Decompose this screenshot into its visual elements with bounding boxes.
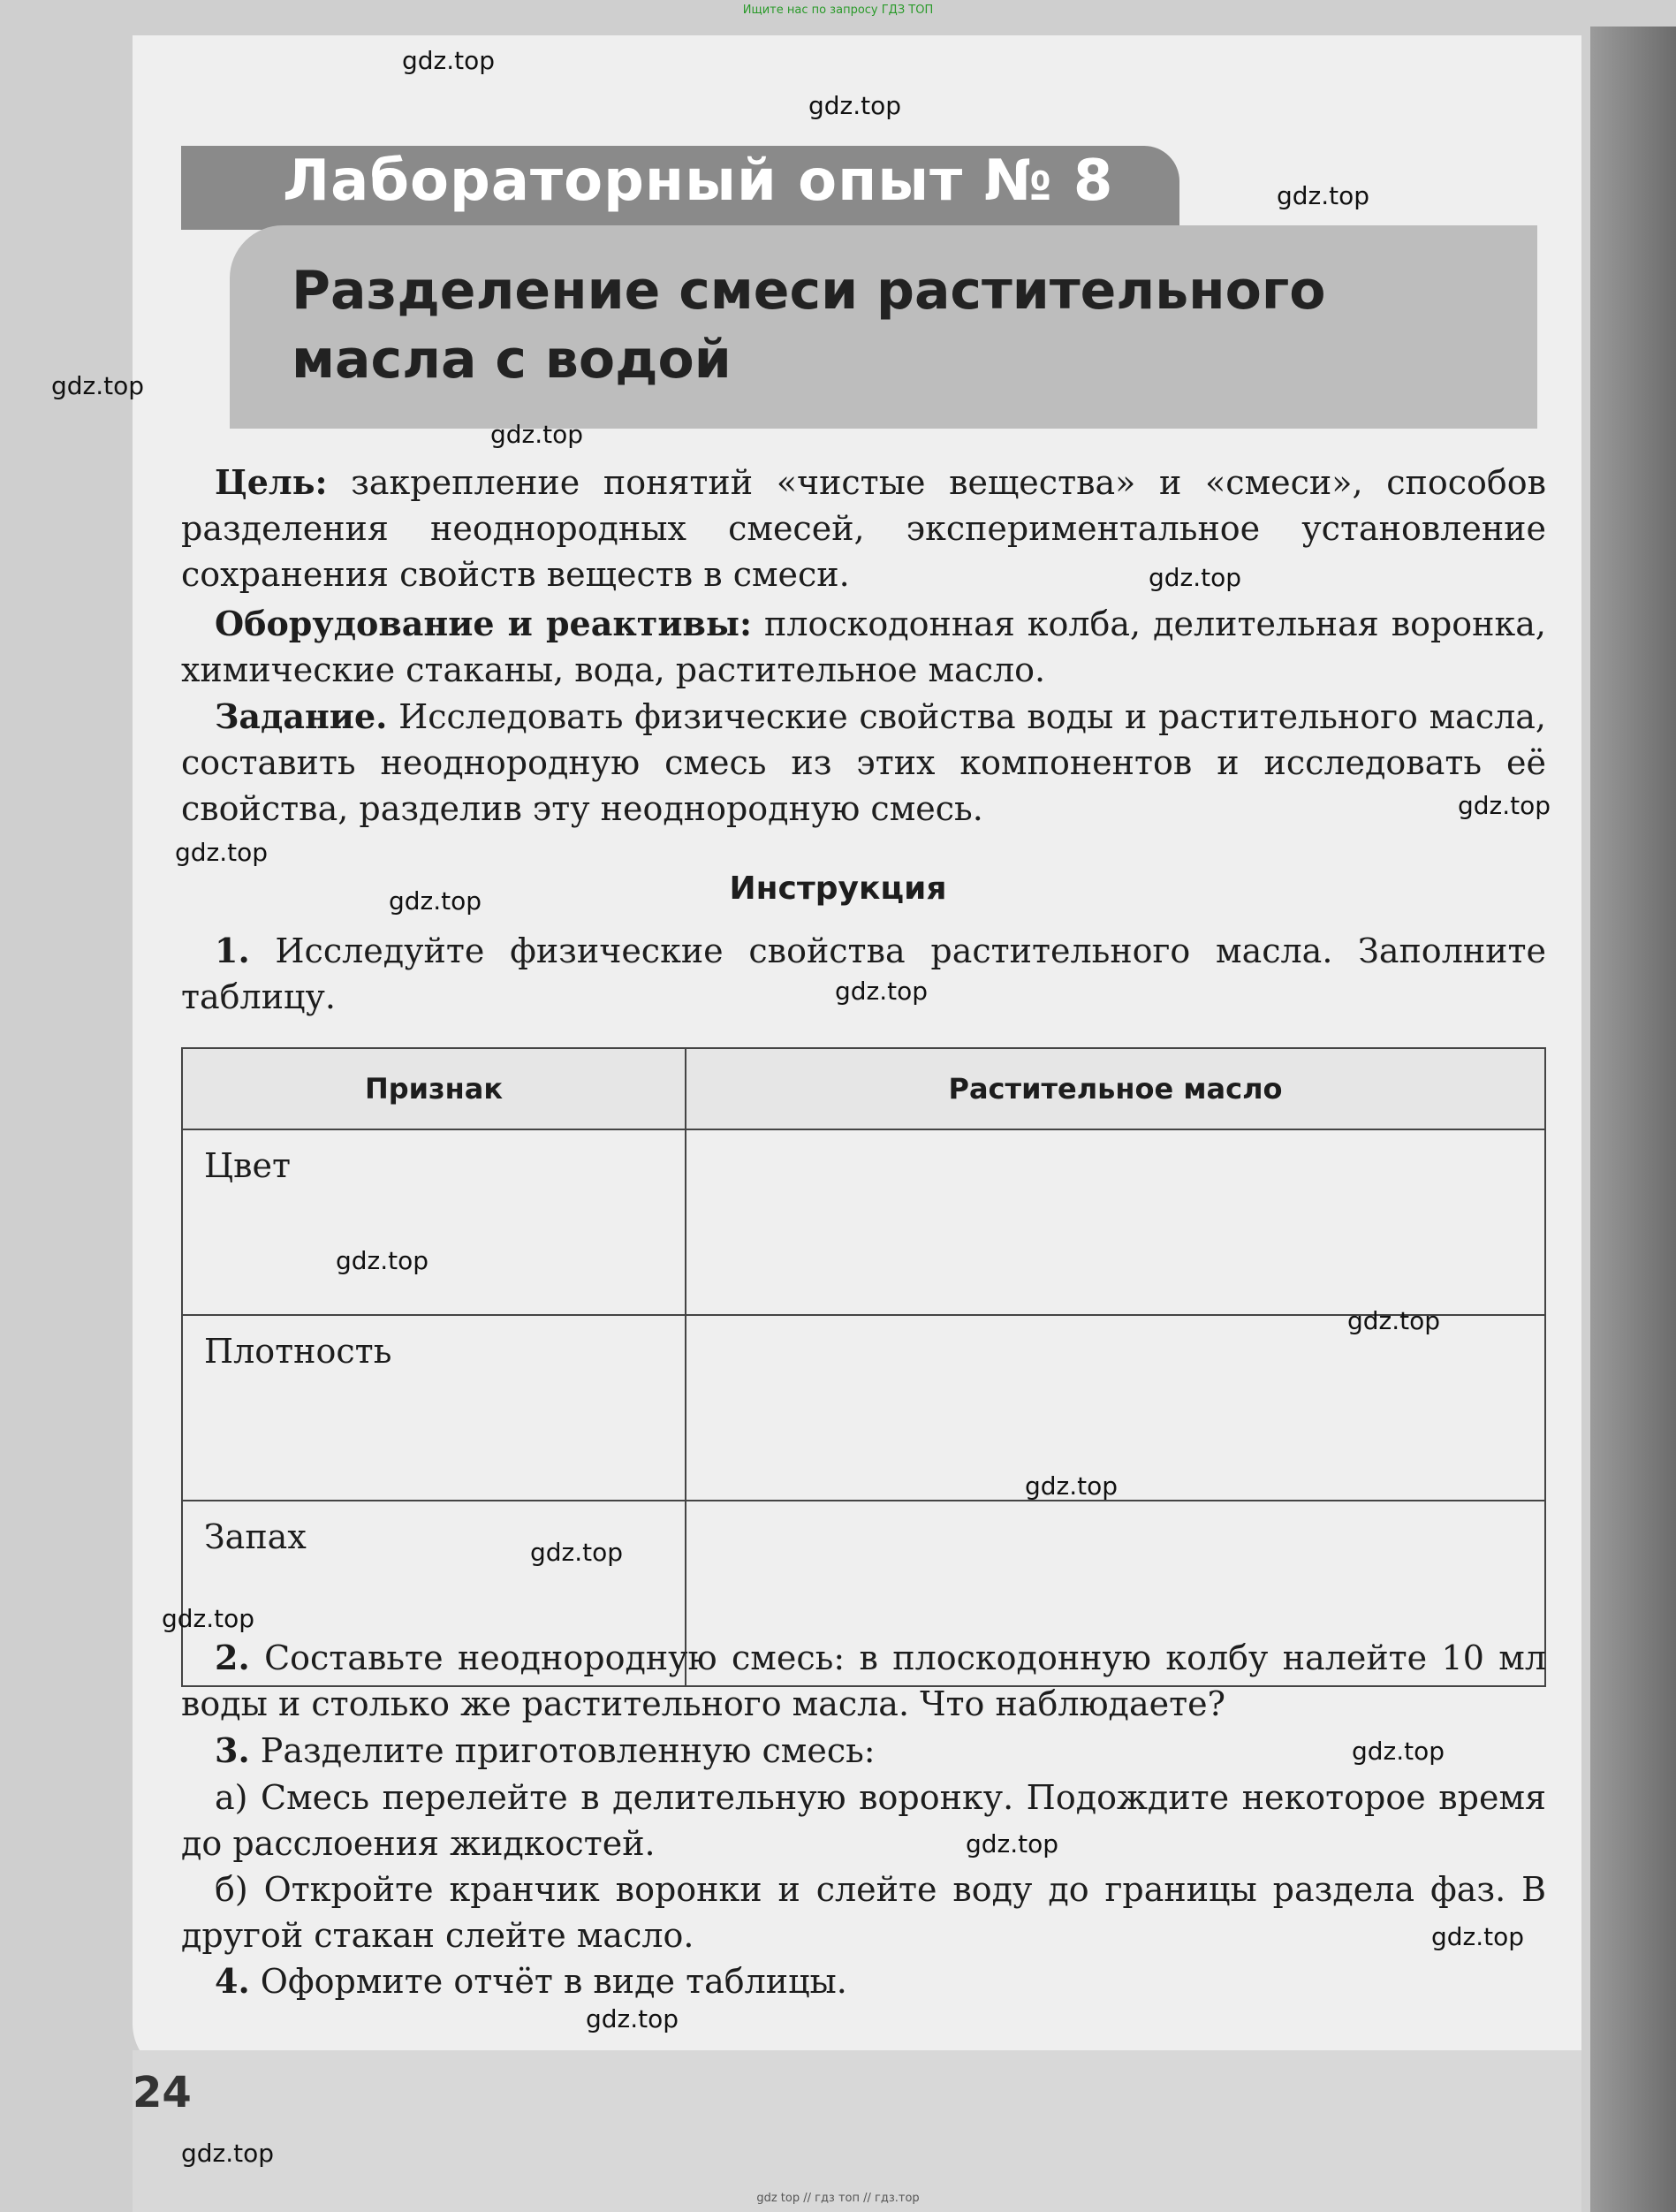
step-4 <box>181 1958 1546 2004</box>
watermark: gdz.top <box>1347 1306 1441 1335</box>
watermark: gdz.top <box>389 886 482 916</box>
task-paragraph <box>181 694 1546 832</box>
watermark: gdz.top <box>808 91 902 120</box>
watermark: gdz.top <box>530 1538 624 1567</box>
top-note: Ищите нас по запросу ГДЗ ТОП <box>742 4 934 17</box>
step-3-num: 3. <box>215 1730 250 1770</box>
page-title: Лабораторный опыт № 8 <box>283 148 1114 214</box>
watermark: gdz.top <box>490 420 584 449</box>
page-shadow <box>133 2050 1581 2212</box>
table-cell-color: Цвет <box>182 1129 686 1315</box>
goal-label: Цель: <box>215 462 328 502</box>
step-3a-text: а) Смесь перелейте в делительную воронку. Подождите некоторое время до расслоения жидкостей. <box>181 1778 1546 1863</box>
table-header-row <box>182 1048 1545 1129</box>
page-fold <box>1590 27 1676 2212</box>
watermark: gdz.top <box>51 371 145 400</box>
table-row <box>182 1129 1545 1315</box>
table-cell-smell: Запах <box>182 1501 686 1686</box>
watermark: gdz.top <box>835 977 929 1006</box>
table-cell-density: Плотность <box>182 1315 686 1501</box>
table-header-property: Признак <box>182 1048 686 1129</box>
bottom-note: gdz top // гдз топ // гдз.тор <box>756 2192 920 2205</box>
task-text: Исследовать физические свойства воды и растительного масла, составить неоднородную смесь из этих компонентов и исследовать её свойства, разделив эту неоднородную смесь. <box>181 697 1546 828</box>
step-4-text: Оформите отчёт в виде таблицы. <box>249 1962 847 2001</box>
watermark: gdz.top <box>402 46 496 75</box>
step-1-num: 1. <box>215 931 250 970</box>
watermark: gdz.top <box>1025 1471 1119 1501</box>
step-3 <box>181 1728 1546 1774</box>
watermark: gdz.top <box>175 838 269 867</box>
step-2-num: 2. <box>215 1638 250 1677</box>
equipment-text: плоскодонная колба, делительная воронка, химические стаканы, вода, растительное масло. <box>181 604 1546 689</box>
equipment-label: Оборудование и реактивы: <box>215 604 753 643</box>
watermark: gdz.top <box>586 2004 679 2033</box>
watermark: gdz.top <box>1458 791 1551 820</box>
watermark: gdz.top <box>1149 563 1242 592</box>
watermark: gdz.top <box>1277 181 1370 210</box>
properties-table <box>181 1047 1546 1687</box>
step-1-text: Исследуйте физические свойства растительного масла. Заполните таблицу. <box>181 931 1546 1016</box>
step-1 <box>181 928 1546 1020</box>
page-subtitle: Разделение смеси растительного масла с водой <box>292 260 1326 391</box>
watermark: gdz.top <box>1352 1737 1445 1766</box>
step-3-text: Разделите приготовленную смесь: <box>249 1731 876 1770</box>
goal-text: закрепление понятий «чистые вещества» и «смеси», способов разделения неоднородных смесей, экспериментальное установление сохранения свойств веществ в смеси. <box>181 463 1546 594</box>
watermark: gdz.top <box>181 2139 275 2168</box>
watermark: gdz.top <box>966 1829 1059 1859</box>
step-2-text: Составьте неоднородную смесь: в плоскодонную колбу налейте 10 мл воды и столько же растительного масла. Что наблюдаете? <box>181 1638 1546 1723</box>
step-3a <box>181 1775 1546 1866</box>
table-header-oil: Растительное масло <box>686 1048 1545 1129</box>
watermark: gdz.top <box>336 1246 429 1275</box>
step-4-num: 4. <box>215 1961 250 2001</box>
watermark: gdz.top <box>162 1604 255 1633</box>
watermark: gdz.top <box>1431 1922 1525 1951</box>
table-cell-empty[interactable] <box>686 1129 1545 1315</box>
step-2 <box>181 1635 1546 1727</box>
goal-paragraph <box>181 460 1546 597</box>
task-label: Задание. <box>215 696 388 736</box>
table-row <box>182 1315 1545 1501</box>
step-3b-text: б) Откройте кранчик воронки и слейте воду до границы раздела фаз. В другой стакан слейте масло. <box>181 1870 1546 1955</box>
step-3b <box>181 1866 1546 1958</box>
instruction-heading: Инструкция <box>729 870 947 907</box>
page-number: 24 <box>133 2068 192 2117</box>
equipment-paragraph <box>181 601 1546 693</box>
